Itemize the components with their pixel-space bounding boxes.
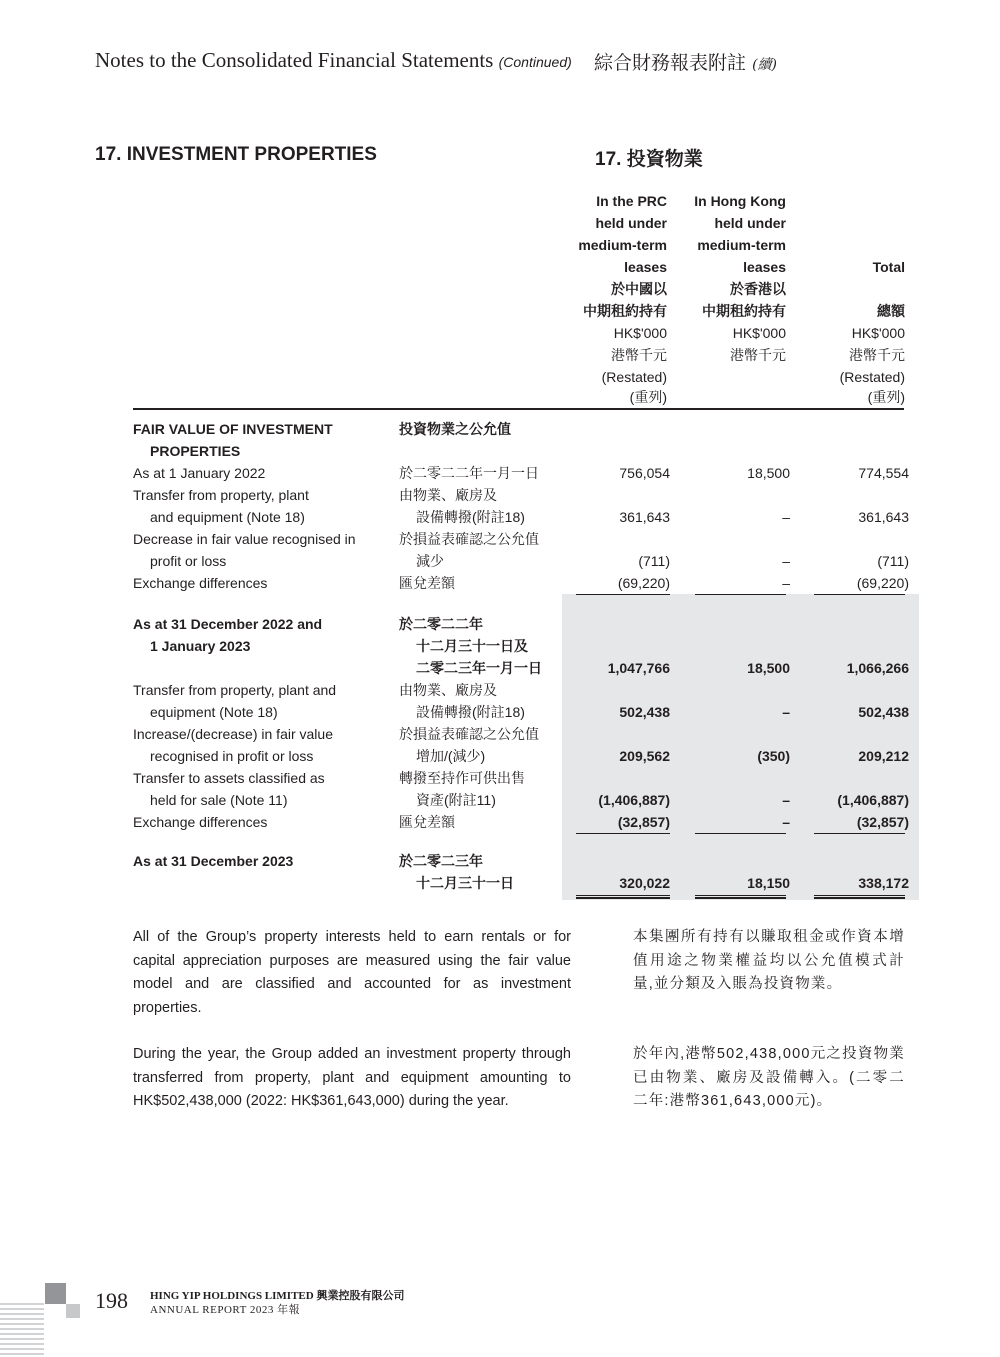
running-header-en (95, 48, 572, 73)
value-hk: – (782, 553, 790, 569)
value-prc: (711) (638, 553, 670, 569)
column-total-restated-zh: (重列) (867, 389, 905, 405)
row-label-zh-cont: 二零二三年一月一日 (416, 660, 542, 676)
column-hk-en-1: In Hong Kong (694, 193, 786, 209)
value-total: (69,220) (856, 575, 909, 591)
row-label-en: Transfer from property, plant and (133, 682, 337, 698)
header-continued-en: (Continued) (498, 54, 572, 70)
column-prc-zh-1: 於中國以 (611, 281, 667, 297)
row-label-en: Exchange differences (133, 814, 268, 830)
column-prc-en-3: medium-term (578, 237, 667, 253)
subtotal-rule (814, 833, 905, 834)
column-hk-en-2: held under (714, 215, 786, 231)
value-hk: – (782, 704, 790, 720)
row-label-en: As at 1 January 2022 (133, 465, 266, 481)
row-label-en-cont: profit or loss (150, 553, 227, 569)
row-label-zh: 轉撥至持作可供出售 (399, 770, 525, 786)
column-prc-unit-zh: 港幣千元 (611, 347, 667, 363)
row-label-zh: 於損益表確認之公允值 (399, 726, 539, 742)
column-total-unit-en: HK$'000 (851, 325, 905, 341)
page-number: 198 (95, 1288, 128, 1313)
value-total: 361,643 (858, 509, 909, 525)
row-label-zh: 於二零二三年 (399, 853, 483, 869)
value-prc: 320,022 (619, 875, 670, 891)
value-hk: – (782, 575, 790, 591)
row-label-zh-cont: 設備轉撥(附註18) (416, 704, 525, 720)
header-continued-zh: (續) (752, 57, 777, 73)
total-double-rule (814, 895, 905, 899)
row-label-en-cont: recognised in profit or loss (150, 748, 314, 764)
value-hk: – (782, 792, 790, 808)
value-total: (32,857) (856, 814, 909, 830)
column-total-en: Total (872, 259, 905, 275)
value-hk: 18,500 (747, 465, 790, 481)
column-prc-unit-en: HK$'000 (613, 325, 667, 341)
running-header-zh (594, 48, 777, 75)
column-hk-zh-1: 於香港以 (730, 281, 786, 297)
value-total: 502,438 (858, 704, 909, 720)
row-label-zh: 匯兌差額 (399, 575, 455, 591)
row-label-zh-cont: 資產(附註11) (416, 792, 496, 808)
value-prc: 1,047,766 (607, 660, 670, 676)
row-label-en-cont: equipment (Note 18) (150, 704, 278, 720)
row-label-zh: 於二零二二年一月一日 (399, 465, 539, 481)
footer-company: HING YIP HOLDINGS LIMITED 興業控股有限公司 (150, 1290, 405, 1302)
row-label-zh: 匯兌差額 (399, 814, 455, 830)
subtotal-rule (814, 594, 905, 595)
value-total: 1,066,266 (846, 660, 909, 676)
subtotal-rule (576, 594, 670, 595)
table-heading-en-1: FAIR VALUE OF INVESTMENT (133, 421, 333, 437)
footer-report: ANNUAL REPORT 2023 年報 (150, 1304, 301, 1316)
column-hk-en-4: leases (743, 259, 786, 275)
subtotal-rule (576, 833, 670, 834)
row-label-zh-cont: 十二月三十一日 (416, 875, 514, 891)
total-double-rule (576, 895, 670, 899)
row-label-en: Decrease in fair value recognised in (133, 531, 356, 547)
row-label-en: As at 31 December 2022 and (133, 616, 323, 632)
value-hk: – (782, 509, 790, 525)
row-label-zh: 由物業、廠房及 (399, 682, 497, 698)
value-prc: (1,406,887) (598, 792, 670, 808)
column-total-unit-zh: 港幣千元 (849, 347, 905, 363)
value-prc: 361,643 (619, 509, 670, 525)
row-label-zh-cont: 設備轉撥(附註18) (416, 509, 525, 525)
value-prc: (69,220) (617, 575, 670, 591)
value-total: 338,172 (858, 875, 909, 891)
subtotal-rule (695, 833, 786, 834)
row-label-zh: 由物業、廠房及 (399, 487, 497, 503)
table-heading-en-2: PROPERTIES (150, 443, 241, 459)
value-total: 774,554 (858, 465, 909, 481)
value-prc: 502,438 (619, 704, 670, 720)
paragraph-1-zh: 本集團所有持有以賺取租金或作資本增值用途之物業權益均以公允值模式計量,並分類及入賬為投資物業。 (633, 929, 905, 992)
table-heading-zh: 投資物業之公允值 (399, 421, 511, 437)
value-hk: (350) (757, 748, 790, 764)
row-label-en-cont: held for sale (Note 11) (150, 792, 288, 808)
row-label-en: As at 31 December 2023 (133, 853, 294, 869)
value-prc: (32,857) (617, 814, 670, 830)
row-label-en-cont: and equipment (Note 18) (150, 509, 305, 525)
value-total: 209,212 (858, 748, 909, 764)
paragraph-1-en: All of the Group’s property interests held to earn rentals or for capital appreciation purposes are measured using the fair value model and are classified and accounted for as investment properties. (133, 929, 571, 1016)
row-label-en-cont: 1 January 2023 (150, 638, 251, 654)
value-hk: 18,150 (747, 875, 790, 891)
fair-value-table (133, 408, 919, 900)
column-prc-en-2: held under (595, 215, 667, 231)
row-label-zh: 於損益表確認之公允值 (399, 531, 539, 547)
column-prc-en-4: leases (624, 259, 667, 275)
section-title-en: 17. INVESTMENT PROPERTIES (95, 144, 377, 165)
value-prc: 209,562 (619, 748, 670, 764)
value-hk: – (782, 814, 790, 830)
value-hk: 18,500 (747, 660, 790, 676)
column-hk-unit-en: HK$'000 (732, 325, 786, 341)
row-label-en: Exchange differences (133, 575, 268, 591)
row-label-en: Increase/(decrease) in fair value (133, 726, 333, 742)
column-total-zh: 總額 (877, 303, 905, 319)
row-label-zh: 於二零二二年 (399, 616, 483, 632)
row-label-zh-cont: 減少 (416, 553, 444, 569)
column-prc-en-1: In the PRC (596, 193, 667, 209)
column-hk-zh-2: 中期租約持有 (702, 303, 786, 319)
column-hk-unit-zh: 港幣千元 (730, 347, 786, 363)
header-title-zh: 綜合財務報表附註 (594, 52, 747, 74)
column-total-restated-en: (Restated) (839, 369, 905, 385)
row-label-en: Transfer from property, plant (133, 487, 309, 503)
header-title-en: Notes to the Consolidated Financial Statements (95, 48, 494, 72)
total-double-rule (695, 895, 786, 899)
table-top-rule (133, 408, 904, 410)
subtotal-rule (695, 594, 786, 595)
row-label-zh-cont: 增加/(減少) (416, 748, 486, 764)
column-prc-restated-en: (Restated) (601, 369, 667, 385)
paragraph-2-zh: 於年內,港幣502,438,000元之投資物業已由物業、廠房及設備轉入。(二零二二年:港幣361,643,000元)。 (633, 1046, 905, 1109)
row-label-en: Transfer to assets classified as (133, 770, 325, 786)
column-prc-restated-zh: (重列) (629, 389, 667, 405)
footer-decoration (0, 1283, 82, 1357)
paragraph-2-en: During the year, the Group added an investment property through transferred from property, plant and equipment amounting to HK$502,438,000 (2022: HK$361,643,000) during the year. (133, 1046, 571, 1109)
value-total: (1,406,887) (837, 792, 909, 808)
column-prc-zh-2: 中期租約持有 (583, 303, 667, 319)
value-total: (711) (877, 553, 909, 569)
column-hk-en-3: medium-term (697, 237, 786, 253)
row-label-zh-cont: 十二月三十一日及 (416, 638, 528, 654)
value-prc: 756,054 (619, 465, 670, 481)
section-title-zh: 17. 投資物業 (595, 149, 703, 170)
